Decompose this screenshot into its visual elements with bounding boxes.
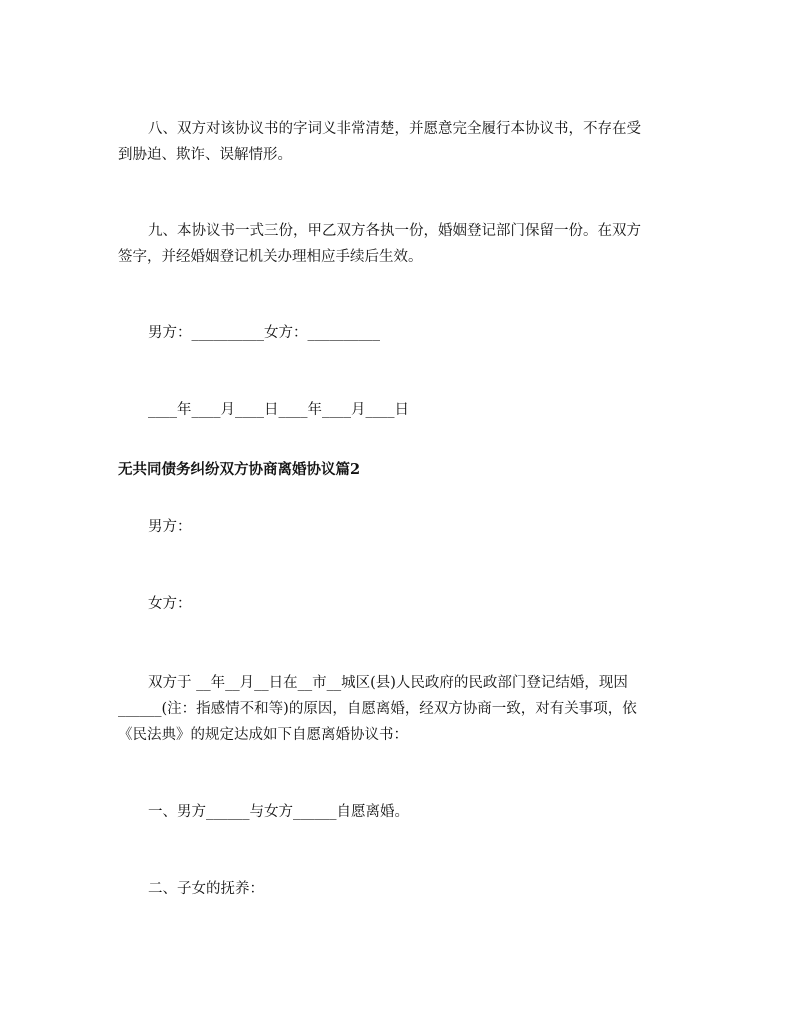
clause-8-line-1: 八、双方对该协议书的字词义非常清楚，并愿意完全履行本协议书，不存在受 <box>148 121 641 137</box>
section-title: 无共同债务纠纷双方协商离婚协议篇2 <box>118 461 361 478</box>
article-1: 一、男方______与女方______自愿离婚。 <box>148 804 409 820</box>
female-party-label: 女方： <box>148 596 192 612</box>
preamble-line-3: 《民法典》的规定达成如下自愿离婚协议书： <box>118 727 408 743</box>
clause-9-line-2: 签字，并经婚姻登记机关办理相应手续后生效。 <box>118 249 423 265</box>
clause-9-line-1: 九、本协议书一式三份，甲乙双方各执一份，婚姻登记部门保留一份。在双方 <box>148 223 641 239</box>
article-2: 二、子女的抚养： <box>148 881 264 897</box>
preamble-line-2: ______(注：指感情不和等)的原因，自愿离婚，经双方协商一致，对有关事项，依 <box>118 701 637 717</box>
preamble-line-1: 双方于 __年__月__日在__市__城区(县)人民政府的民政部门登记结婚，现因 <box>148 675 628 691</box>
date-line: ____年____月____日____年____月____日 <box>148 402 409 418</box>
clause-8-line-2: 到胁迫、欺诈、误解情形。 <box>118 147 292 163</box>
signature-line: 男方：__________女方：__________ <box>148 325 380 341</box>
male-party-label: 男方： <box>148 519 192 535</box>
